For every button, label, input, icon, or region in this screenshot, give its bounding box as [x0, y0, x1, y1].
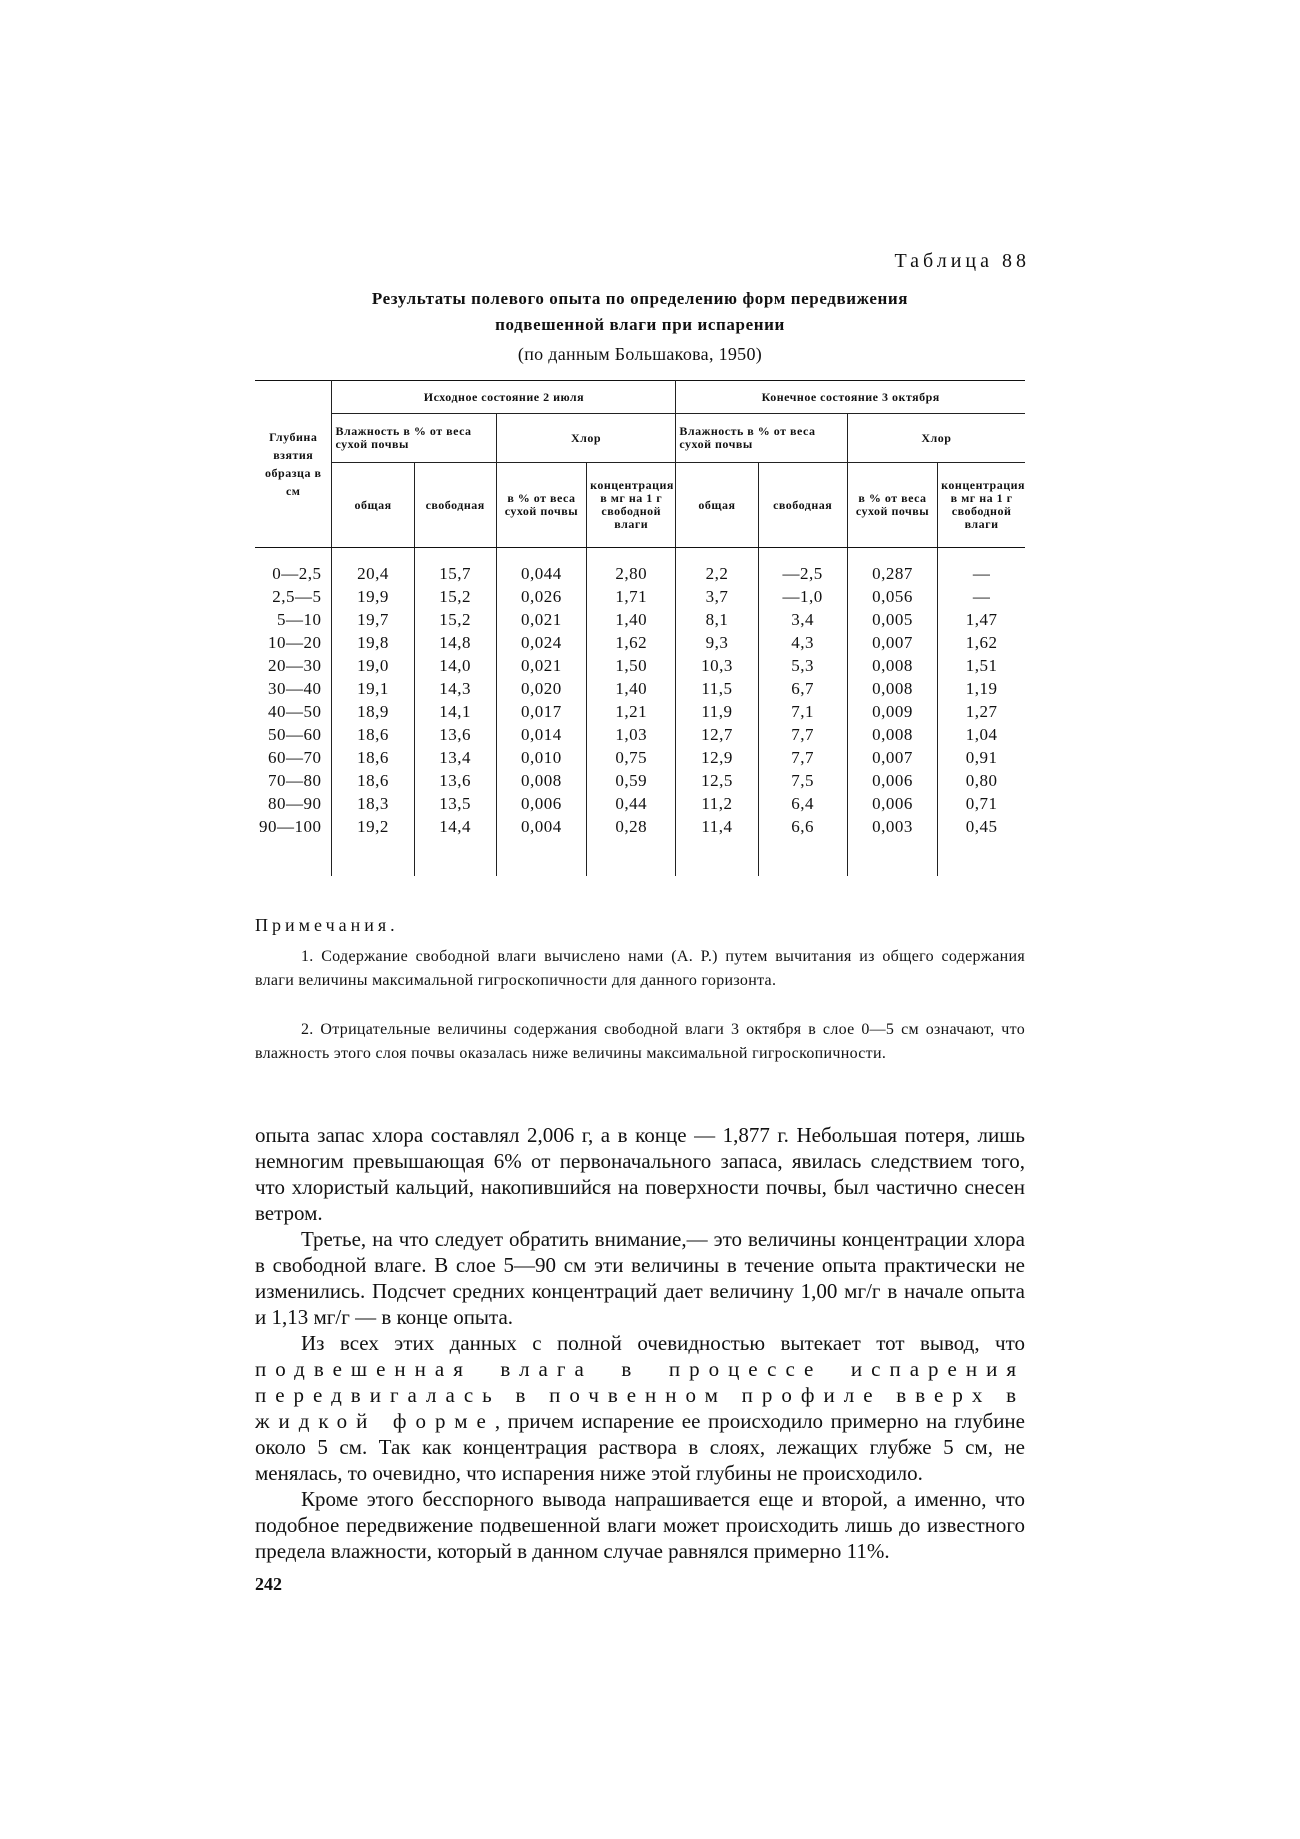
table-source: (по данным Большакова, 1950)	[517, 344, 763, 364]
value-cell: 8,1	[676, 608, 758, 631]
value-cell: 1,04	[965, 724, 998, 744]
value-cell: 14,3	[414, 677, 496, 700]
value-cell: 19,1	[332, 677, 414, 700]
header-free-initial: свободная	[414, 463, 496, 548]
value-cell: 19,7	[332, 608, 414, 631]
depth-cell: 80—90	[255, 792, 332, 815]
value-cell: 7,1	[758, 700, 847, 723]
value-cell: 1,62	[965, 632, 998, 652]
value-cell: 14,1	[414, 700, 496, 723]
value-cell: 12,5	[676, 769, 758, 792]
header-free-final: свободная	[758, 463, 847, 548]
depth-cell: 2,5—5	[255, 585, 332, 608]
paragraph-2: Третье, на что следует обратить внимание,— это величины концентрации хлора в свободной влаге. В слое 5—90 см эти величины в течение опыта практически не изменились. Подсчет средних концентраций дает величину 1,00 мг/г в начале опыта и 1,13 мг/г — в конце опыта.	[255, 1227, 1025, 1329]
table-row	[255, 562, 1025, 585]
value-cell: 4,3	[758, 631, 847, 654]
value-cell: 14,8	[414, 631, 496, 654]
value-cell: 11,2	[676, 792, 758, 815]
table-row	[255, 608, 1025, 631]
value-cell: 0,006	[847, 769, 937, 792]
header-pct-final: в % от веса сухой почвы	[847, 463, 937, 548]
value-cell: 0,026	[496, 585, 586, 608]
table-row	[255, 815, 1025, 838]
header-total-final: общая	[676, 463, 758, 548]
header-total-initial: общая	[332, 463, 414, 548]
value-cell: 0,004	[496, 815, 586, 838]
value-cell: 0,005	[847, 608, 937, 631]
value-cell: 1,19	[965, 678, 998, 698]
value-cell: 12,7	[676, 723, 758, 746]
header-initial-state: Исходное состояние 2 июля	[332, 381, 676, 414]
value-cell: 0,009	[847, 700, 937, 723]
value-cell: 1,40	[587, 608, 676, 631]
value-cell: 6,7	[758, 677, 847, 700]
table-header	[255, 381, 1025, 548]
value-cell: 0,75	[587, 746, 676, 769]
paragraph-3-end: , причем испарение ее происходило примерно на глубине около 5 см. Так как концентрация раствора в слоях, лежащих глубже 5 см, не менялась, то очевидно, что испарения ниже этой глубины не происходило.	[255, 1409, 1025, 1485]
value-cell: —	[972, 563, 991, 583]
value-cell: —2,5	[758, 562, 847, 585]
table-title-line-1: Результаты полевого опыта по определению форм передвижения	[371, 289, 909, 308]
depth-cell: 70—80	[255, 769, 332, 792]
value-cell: 0,056	[847, 585, 937, 608]
table-row	[255, 746, 1025, 769]
table-body	[255, 548, 1025, 877]
value-cell: 6,4	[758, 792, 847, 815]
header-chlorine-final: Хлор	[847, 414, 1025, 463]
body-text	[255, 1122, 1025, 1564]
table-row	[255, 723, 1025, 746]
value-cell: 18,9	[332, 700, 414, 723]
value-cell: 0,007	[847, 631, 937, 654]
value-cell: 0,008	[847, 654, 937, 677]
header-chlorine-initial: Хлор	[496, 414, 676, 463]
value-cell: 9,3	[676, 631, 758, 654]
header-conc-final: концентрация в мг на 1 г свободной влаги	[938, 463, 1025, 548]
value-cell: 19,0	[332, 654, 414, 677]
value-cell: 11,5	[676, 677, 758, 700]
value-cell: 7,7	[758, 746, 847, 769]
value-cell: 0,008	[496, 769, 586, 792]
paragraph-1: опыта запас хлора составлял 2,006 г, а в конце — 1,877 г. Небольшая потеря, лишь немногим превышающая 6% от первоначального запаса, явилась следствием того, что хлористый кальций, накопившийся на поверхности почвы, был частично снесен ветром.	[255, 1123, 1025, 1225]
table-row	[255, 585, 1025, 608]
value-cell: 7,5	[758, 769, 847, 792]
value-cell: 1,40	[587, 677, 676, 700]
value-cell: 0,45	[965, 816, 998, 836]
value-cell: 19,8	[332, 631, 414, 654]
paragraph-3-start: Из всех этих данных с полной очевидностью вытекает тот вывод, что	[301, 1331, 1025, 1355]
value-cell: 0,021	[496, 608, 586, 631]
header-conc-initial: концентрация в мг на 1 г свободной влаги	[587, 463, 676, 548]
value-cell: 2,2	[676, 562, 758, 585]
table-row	[255, 677, 1025, 700]
value-cell: 1,62	[587, 631, 676, 654]
value-cell: 20,4	[332, 562, 414, 585]
depth-cell: 50—60	[255, 723, 332, 746]
value-cell: 0,003	[847, 815, 937, 838]
page-number: 242	[255, 1574, 282, 1594]
value-cell: 13,6	[414, 769, 496, 792]
value-cell: —1,0	[758, 585, 847, 608]
table-row	[255, 654, 1025, 677]
depth-cell: 90—100	[255, 815, 332, 838]
value-cell: 0,010	[496, 746, 586, 769]
table-row	[255, 792, 1025, 815]
value-cell: 0,59	[587, 769, 676, 792]
value-cell: 6,6	[758, 815, 847, 838]
header-final-state: Конечное состояние 3 октября	[676, 381, 1025, 414]
value-cell: 18,6	[332, 723, 414, 746]
note-1: 1. Содержание свободной влаги вычислено нами (А. Р.) путем вычитания из общего содержания влаги величины максимальной гигроскопичности для данного горизонта.	[255, 948, 1025, 989]
value-cell: 0,007	[847, 746, 937, 769]
value-cell: 12,9	[676, 746, 758, 769]
table-row	[255, 700, 1025, 723]
value-cell: 0,021	[496, 654, 586, 677]
depth-cell: 20—30	[255, 654, 332, 677]
table-row	[255, 769, 1025, 792]
table-title	[255, 286, 1025, 338]
table-number: Таблица 88	[894, 250, 1030, 272]
value-cell: 0,006	[847, 792, 937, 815]
depth-cell: 30—40	[255, 677, 332, 700]
data-table	[255, 380, 1025, 876]
value-cell: 1,27	[965, 701, 998, 721]
paragraph-3	[255, 1330, 1025, 1486]
value-cell: 0,44	[587, 792, 676, 815]
notes-heading: Примечания.	[255, 915, 399, 935]
value-cell: 10,3	[676, 654, 758, 677]
value-cell: 15,2	[414, 608, 496, 631]
value-cell: 0,28	[587, 815, 676, 838]
value-cell: 1,03	[587, 723, 676, 746]
value-cell: 1,21	[587, 700, 676, 723]
header-moisture-initial: Влажность в % от веса сухой почвы	[332, 414, 496, 463]
depth-cell: 40—50	[255, 700, 332, 723]
value-cell: —	[972, 586, 991, 606]
value-cell: 7,7	[758, 723, 847, 746]
value-cell: 13,4	[414, 746, 496, 769]
value-cell: 0,287	[847, 562, 937, 585]
value-cell: 1,47	[965, 609, 998, 629]
depth-cell: 60—70	[255, 746, 332, 769]
value-cell: 0,020	[496, 677, 586, 700]
value-cell: 0,008	[847, 723, 937, 746]
value-cell: 0,91	[965, 747, 998, 767]
header-pct-initial: в % от веса сухой почвы	[496, 463, 586, 548]
value-cell: 0,008	[847, 677, 937, 700]
value-cell: 14,4	[414, 815, 496, 838]
paragraph-4: Кроме этого бесспорного вывода напрашивается еще и второй, а именно, что подобное передвижение подвешенной влаги может происходить лишь до известного предела влажности, который в данном случае равнялся примерно 11%.	[255, 1487, 1025, 1563]
value-cell: 18,3	[332, 792, 414, 815]
table-title-line-2: подвешенной влаги при испарении	[495, 315, 785, 334]
value-cell: 0,71	[965, 793, 998, 813]
value-cell: 1,51	[965, 655, 998, 675]
depth-cell: 10—20	[255, 631, 332, 654]
paragraph-3-emphasis: подвешенная влага в процессе испарения передвигалась в почвенном профиле вверх в жидкой форме	[255, 1357, 1025, 1433]
value-cell: 18,6	[332, 746, 414, 769]
value-cell: 5,3	[758, 654, 847, 677]
value-cell: 2,80	[587, 562, 676, 585]
value-cell: 15,2	[414, 585, 496, 608]
depth-cell: 5—10	[255, 608, 332, 631]
value-cell: 3,7	[676, 585, 758, 608]
depth-cell: 0—2,5	[255, 562, 332, 585]
value-cell: 14,0	[414, 654, 496, 677]
header-depth: Глубина взятия образца в см	[255, 381, 332, 548]
note-2: 2. Отрицательные величины содержания свободной влаги 3 октября в слое 0—5 см означают, что влажность этого слоя почвы оказалась ниже величины максимальной гигроскопичности.	[255, 1021, 1025, 1062]
value-cell: 0,044	[496, 562, 586, 585]
value-cell: 15,7	[414, 562, 496, 585]
value-cell: 0,006	[496, 792, 586, 815]
value-cell: 0,017	[496, 700, 586, 723]
value-cell: 13,5	[414, 792, 496, 815]
value-cell: 11,4	[676, 815, 758, 838]
value-cell: 19,9	[332, 585, 414, 608]
value-cell: 1,71	[587, 585, 676, 608]
value-cell: 3,4	[758, 608, 847, 631]
table-row	[255, 631, 1025, 654]
value-cell: 18,6	[332, 769, 414, 792]
value-cell: 13,6	[414, 723, 496, 746]
value-cell: 11,9	[676, 700, 758, 723]
header-moisture-final: Влажность в % от веса сухой почвы	[676, 414, 847, 463]
value-cell: 0,80	[965, 770, 998, 790]
value-cell: 0,024	[496, 631, 586, 654]
value-cell: 19,2	[332, 815, 414, 838]
value-cell: 1,50	[587, 654, 676, 677]
value-cell: 0,014	[496, 723, 586, 746]
